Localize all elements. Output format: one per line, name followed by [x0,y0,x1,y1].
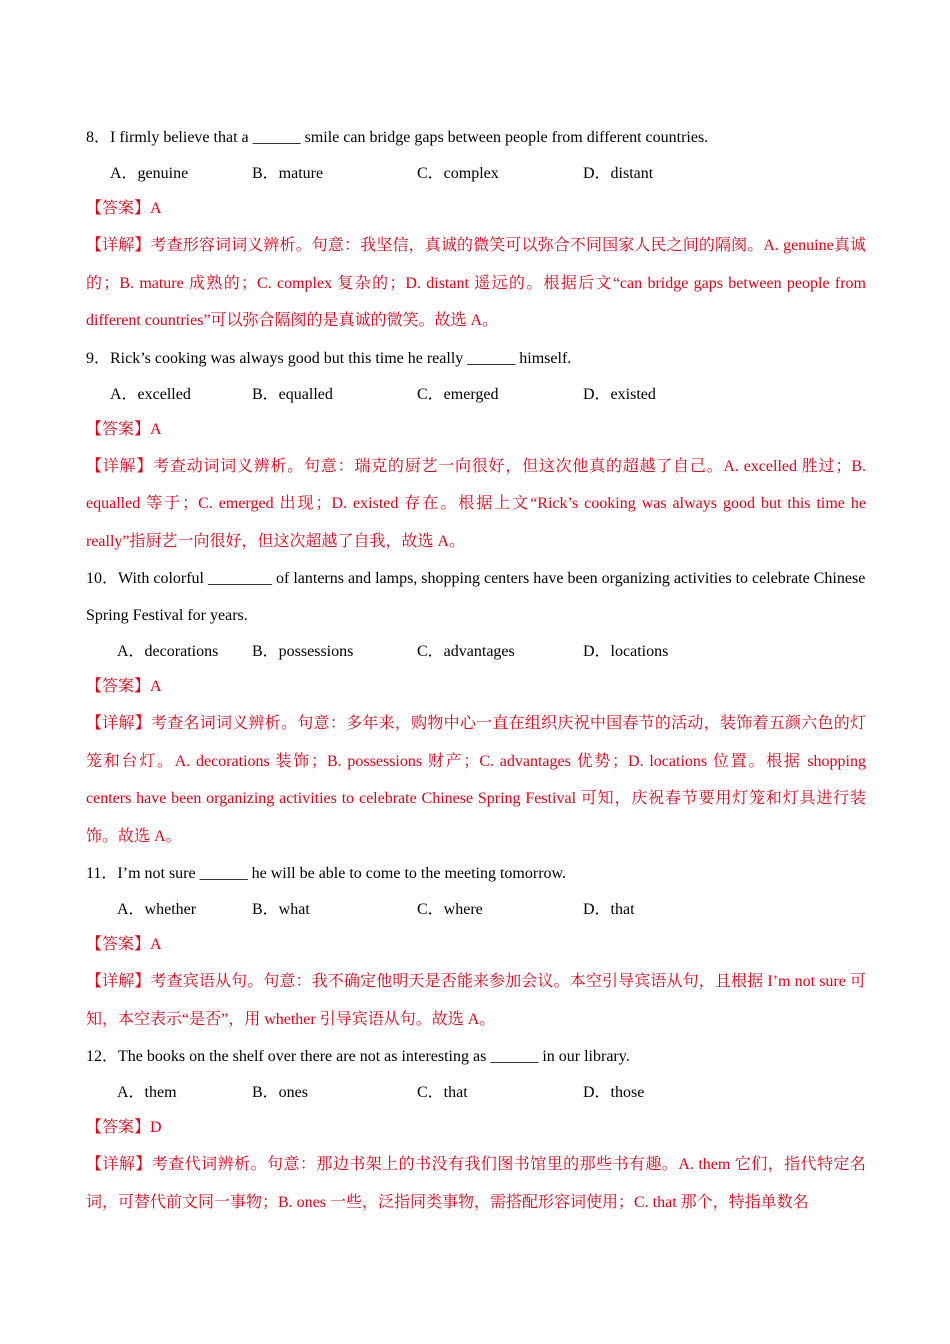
question-stem: 10．With colorful ________ of lanterns and lamps, shopping centers have been organizing activities to celebrate Chinese Spring Festival for years. [86,570,866,624]
question-9 [86,340,866,561]
options-row [86,377,866,412]
question-10 [86,560,866,855]
answer-line: 【答案】A [86,678,162,695]
options-row [86,634,866,669]
question-stem: 8．I firmly believe that a ______ smile can bridge gaps between people from different countries. [86,129,709,146]
option-d: D．existed [583,385,656,403]
option-b: B．ones [252,1084,309,1101]
option-c: C．advantages [417,643,515,660]
option-a: A．genuine [110,165,189,182]
answer-line: 【答案】A [86,420,162,438]
option-c: C．complex [417,165,499,182]
options-row [86,892,866,927]
question-stem: 11．I’m not sure ______ he will be able to come to the meeting tomorrow. [86,865,567,882]
answer-line: 【答案】A [86,200,162,217]
option-c: C．emerged [417,385,499,403]
option-a: A．excelled [110,385,191,403]
detail-explanation: 【详解】考查宾语从句。句意：我不确定他明天是否能来参加会议。本空引导宾语从句，且根据 I’m not sure 可知，本空表示“是否”，用 whether 引导宾语从句。故选 A。 [86,973,866,1028]
option-a: A．them [117,1084,177,1101]
option-b: B．equalled [252,385,333,403]
answer-line: 【答案】D [86,1119,162,1136]
detail-explanation: 【详解】考查形容词词义辨析。句意：我坚信，真诚的微笑可以弥合不同国家人民之间的隔阂。A. genuine真诚的；B. mature 成熟的；C. complex 复杂的；D. distant 遥远的。根据后文“can bridge gaps between people from different countries”可以弥合隔阂的是真诚的微笑。故选 A。 [86,237,866,329]
options-row [86,156,866,191]
question-list [86,119,866,1221]
option-b: B．what [252,901,310,918]
option-d: D．distant [583,165,654,182]
question-12 [86,1038,866,1221]
option-a: A．decorations [117,643,219,660]
question-stem: 9．Rick’s cooking was always good but this time he really ______ himself. [86,349,572,367]
option-c: C．that [417,1084,468,1101]
answer-line: 【答案】A [86,936,162,953]
option-c: C．where [417,901,483,918]
option-d: D．locations [583,643,669,660]
option-d: D．those [583,1084,645,1101]
detail-explanation: 【详解】考查代词辨析。句意：那边书架上的书没有我们图书馆里的那些书有趣。A. them 它们，指代特定名词，可替代前文同一事物；B. ones 一些，泛指同类事物，需搭配形容词使用；C. that 那个，特指单数名 [86,1156,866,1211]
detail-explanation: 【详解】考查名词词义辨析。句意：多年来，购物中心一直在组织庆祝中国春节的活动，装饰着五颜六色的灯笼和台灯。A. decorations 装饰；B. possessions 财产；C. advantages 优势；D. locations 位置。根据 shopping centers have been organizing activities to celebrate Chinese Spring Festival 可知，庆祝春节要用灯笼和灯具进行装饰。故选 A。 [86,715,866,845]
option-a: A．whether [117,901,197,918]
options-row [86,1075,866,1110]
question-8 [86,119,866,340]
option-b: B．possessions [252,643,354,660]
detail-explanation: 【详解】考查动词词义辨析。句意：瑞克的厨艺一向很好，但这次他真的超越了自己。A. excelled 胜过；B. equalled 等于；C. emerged 出现；D. existed 存在。根据上文“Rick’s cooking was always good but this time he really”指厨艺一向很好，但这次超越了自我，故选 A。 [86,457,866,550]
option-b: B．mature [252,165,324,182]
question-11 [86,855,866,1038]
option-d: D．that [583,901,635,918]
question-stem: 12．The books on the shelf over there are not as interesting as ______ in our library. [86,1048,630,1065]
